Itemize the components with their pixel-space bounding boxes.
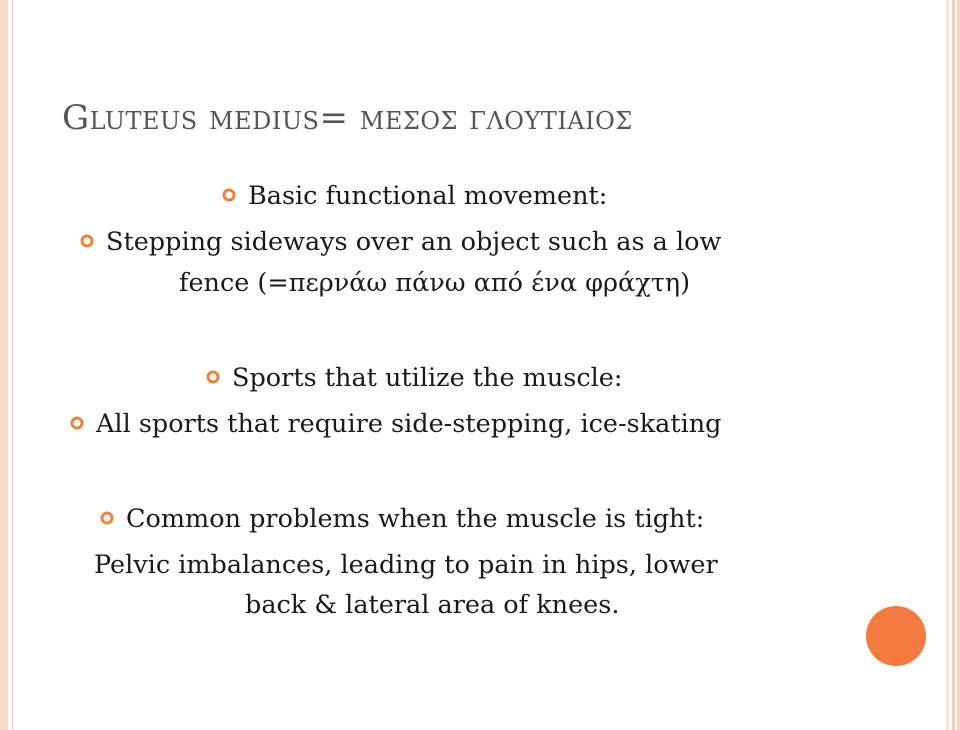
hollow-circle-bullet-icon [222,188,236,202]
orange-accent-circle [866,606,926,666]
bullet-line-all-sports [70,408,722,440]
bullet-line-basic-movement [222,180,607,212]
left-border-stripe [0,0,8,730]
slide-title: Gluteus medius= μεςος γλουτιαιος [62,98,633,138]
line-text: back & lateral area of knees. [245,590,620,620]
hollow-circle-bullet-icon [206,370,220,384]
text-line-back-knees [245,589,619,621]
line-text: Stepping sideways over an object such as a low [106,227,722,257]
bullet-line-common-problems [100,503,704,535]
line-text: All sports that require side-stepping, ice-skating [96,409,722,439]
left-border-line [12,0,13,730]
line-text: fence (=περνάω πάνω από ένα φράχτη) [179,268,691,298]
line-text: Pelvic imbalances, leading to pain in hips, lower [94,550,718,580]
hollow-circle-bullet-icon [100,511,114,525]
line-text: Common problems when the muscle is tight: [126,504,705,534]
text-line-pelvic [94,549,718,581]
bullet-line-stepping [80,226,721,258]
right-border-stripes [946,0,960,730]
line-text: Basic functional movement: [248,181,608,211]
hollow-circle-bullet-icon [70,416,84,430]
hollow-circle-bullet-icon [80,234,94,248]
bullet-line-sports-heading [206,362,622,394]
continuation-line-fence [179,267,690,299]
line-text: Sports that utilize the muscle: [232,363,623,393]
